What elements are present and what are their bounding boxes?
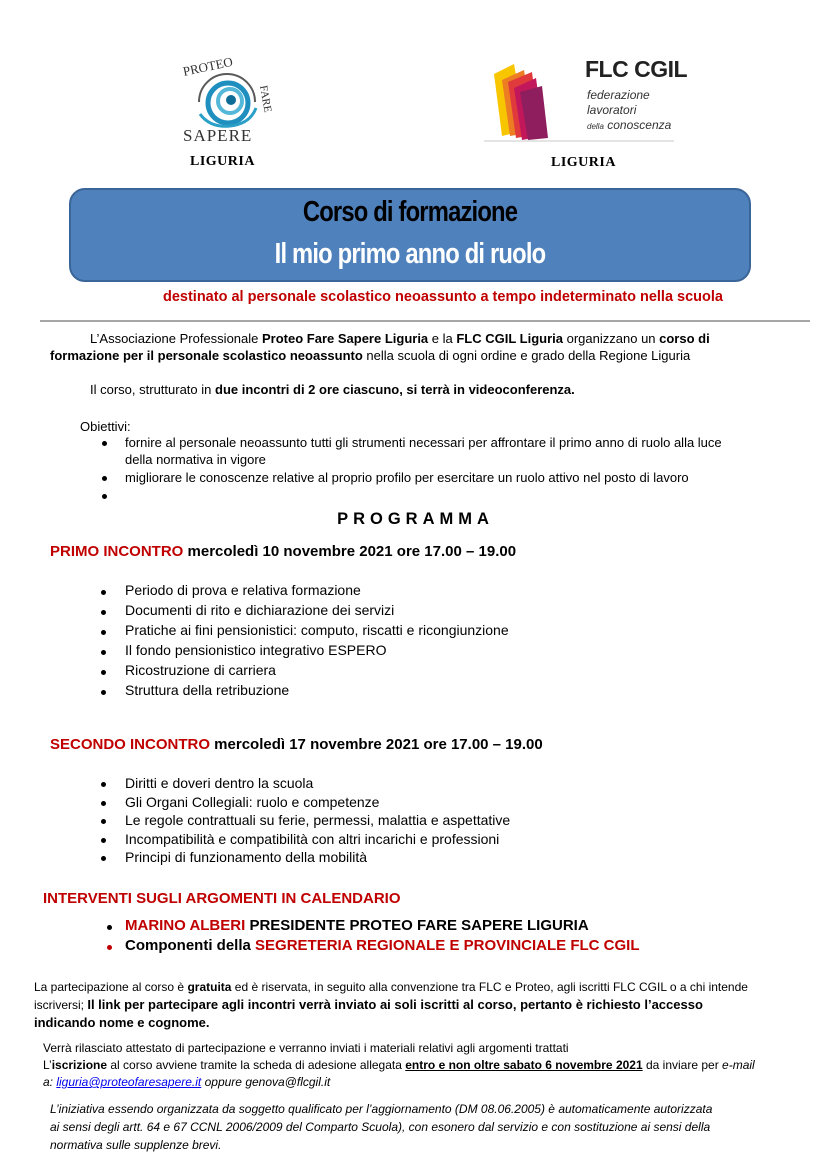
participation-d: iscriversi; — [34, 998, 88, 1012]
first-meeting-heading — [50, 543, 516, 560]
bullet-empty — [102, 494, 107, 499]
intro-flc-bold: FLC CGIL Liguria — [456, 331, 564, 346]
components-text: Componenti della — [125, 937, 256, 954]
list-item — [0, 812, 826, 831]
list-item-text: Ricostruzione di carriera — [125, 662, 276, 678]
attestato-l2e: da inviare per — [642, 1058, 723, 1072]
email-link[interactable]: liguria@proteofaresapere.it — [56, 1075, 202, 1089]
attestato-email-word: e-mail — [722, 1058, 755, 1072]
list-item — [0, 662, 826, 682]
objective-item-2: migliorare le conoscenze relative al proprio profilo per esercitare un ruolo attivo nel posto di lavoro — [125, 470, 689, 485]
list-item-text: Principi di funzionamento della mobilità — [125, 849, 368, 865]
interventi-item-1 — [125, 917, 589, 934]
list-item — [0, 849, 826, 868]
participation-link-bold: Il link per partecipare agli incontri verrà inviato ai soli iscritti al corso, pertanto è richiesto l’accesso — [87, 997, 703, 1012]
list-item — [0, 775, 826, 794]
bullet — [107, 925, 112, 930]
programma-title: PROGRAMMA — [337, 510, 494, 528]
participation-a: La partecipazione al corso è — [34, 980, 188, 994]
bullet — [102, 476, 107, 481]
speaker-role: PRESIDENTE PROTEO FARE SAPERE LIGURIA — [245, 917, 589, 934]
second-meeting-label: SECONDO INCONTRO — [50, 736, 211, 753]
attestato-iscrizione: iscrizione — [51, 1058, 108, 1072]
banner-title-line2: Il mio primo anno di ruolo — [274, 238, 546, 270]
participation-name-bold: indicando nome e cognome. — [34, 1015, 210, 1030]
list-item — [0, 642, 826, 662]
attestato-l2a: L’ — [43, 1058, 52, 1072]
intro-text-e: organizzano un — [563, 331, 660, 346]
flc-cgil-sub3 — [587, 118, 671, 132]
intro-text-h: nella scuola di ogni ordine e grado della Regione Liguria — [362, 348, 691, 363]
objective-item-1-line2: della normativa in vigore — [125, 452, 266, 467]
attestato-l3b: oppure genova@flcgil.it — [201, 1075, 331, 1089]
list-item-text: Periodo di prova e relativa formazione — [125, 582, 361, 598]
list-item — [0, 582, 826, 602]
interventi-title: INTERVENTI SUGLI ARGOMENTI IN CALENDARIO — [43, 890, 401, 907]
flc-cgil-sub3-della: della — [587, 122, 604, 131]
intro-corso-bold: corso di — [659, 331, 710, 346]
intro-formazione-bold: formazione per il personale scolastico neoassunto — [50, 348, 363, 363]
objective-item-1 — [125, 434, 805, 468]
structure-bold: due incontri di 2 ore ciascuno, si terrà in videoconferenza. — [215, 382, 575, 397]
divider — [40, 320, 810, 322]
course-structure — [90, 381, 575, 398]
list-item-text: Diritti e doveri dentro la scuola — [125, 775, 314, 791]
intro-paragraph — [50, 330, 790, 364]
intro-text-a: L’Associazione Professionale — [90, 331, 262, 346]
list-item-text: Gli Organi Collegiali: ruolo e competenze — [125, 793, 380, 810]
svg-text:PROTEO: PROTEO — [181, 56, 235, 79]
speaker-name: MARINO ALBERI — [125, 917, 246, 934]
list-item-text: Documenti di rito e dichiarazione dei servizi — [125, 602, 395, 618]
flc-cgil-sub1: federazione — [587, 88, 650, 102]
list-item — [0, 602, 826, 622]
participation-paragraph — [34, 979, 804, 1031]
structure-text: Il corso, strutturato in — [90, 382, 215, 397]
footer-line3: normativa sulle supplenze brevi. — [50, 1138, 222, 1152]
intro-text-c: e la — [428, 331, 457, 346]
footer-note — [50, 1100, 820, 1154]
svg-text:FARE: FARE — [257, 84, 274, 114]
list-item-text: Struttura della retribuzione — [125, 682, 290, 698]
first-meeting-when: mercoledì 10 novembre 2021 ore 17.00 – 19.00 — [183, 543, 517, 560]
first-meeting-list — [0, 582, 826, 702]
attestato-paragraph — [43, 1040, 813, 1091]
interventi-item-2 — [125, 937, 640, 954]
list-item-text: Il fondo pensionistico integrativo ESPERO — [125, 642, 387, 658]
title-banner — [69, 188, 751, 282]
attestato-line1: Verrà rilasciato attestato di partecipazione e verranno inviati i materiali relativi agli argomenti trattati — [43, 1041, 569, 1055]
attestato-deadline: entro e non oltre sabato 6 novembre 2021 — [405, 1058, 643, 1072]
list-item — [0, 622, 826, 642]
participation-gratuita: gratuita — [187, 980, 232, 994]
list-item-text: Incompatibilità e compatibilità con altri incarichi e professioni — [125, 830, 500, 847]
segreteria-text: SEGRETERIA REGIONALE E PROVINCIALE FLC CGIL — [255, 937, 640, 954]
second-meeting-when: mercoledì 17 novembre 2021 ore 17.00 – 19.00 — [210, 736, 543, 753]
list-item — [0, 794, 826, 813]
list-item — [0, 682, 826, 702]
objectives-label: Obiettivi: — [80, 419, 131, 434]
bullet — [107, 945, 112, 950]
participation-c: ed è riservata, in seguito alla convenzione tra FLC e Proteo, agli iscritti FLC CGIL o a chi intende — [231, 980, 748, 994]
left-region-label: LIGURIA — [190, 154, 255, 169]
flc-cgil-sub2: lavoratori — [587, 103, 637, 117]
flc-cgil-title: FLC CGIL — [585, 56, 688, 82]
list-item-text: Le regole contrattuali su ferie, permessi, malattia e aspettative — [125, 812, 511, 828]
intro-proteo-bold: Proteo Fare Sapere Liguria — [262, 331, 429, 346]
second-meeting-heading — [50, 736, 543, 753]
subtitle: destinato al personale scolastico neoassunto a tempo indeterminato nella scuola — [162, 289, 723, 305]
list-item — [0, 831, 826, 850]
banner-title-line1: Corso di formazione — [302, 196, 518, 228]
first-meeting-label: PRIMO INCONTRO — [50, 543, 184, 560]
list-item-text: Pratiche ai fini pensionistici: computo, riscatti e ricongiunzione — [125, 622, 509, 638]
right-region-label: LIGURIA — [551, 155, 616, 170]
bullet — [102, 441, 107, 446]
footer-line1: L’iniziativa essendo organizzata da soggetto qualificato per l’aggiornamento (DM 08.06.2005) è automaticamente autorizzata — [50, 1102, 713, 1116]
flc-cgil-sub3-conoscenza: conoscenza — [607, 118, 672, 132]
attestato-l3a: a: — [43, 1075, 57, 1089]
footer-line2: ai sensi degli artt. 64 e 67 CCNL 2006/2009 del Comparto Scuola), con esonero dal servizio e con sostituzione ai sensi della — [50, 1120, 711, 1134]
second-meeting-list — [0, 775, 826, 868]
sapere-logo-word: SAPERE — [183, 126, 253, 145]
attestato-l2c: al corso avviene tramite la scheda di adesione allegata — [107, 1058, 406, 1072]
objective-item-1-line1: fornire al personale neoassunto tutti gli strumenti necessari per affrontare il primo anno di ruolo alla luce — [125, 435, 722, 450]
